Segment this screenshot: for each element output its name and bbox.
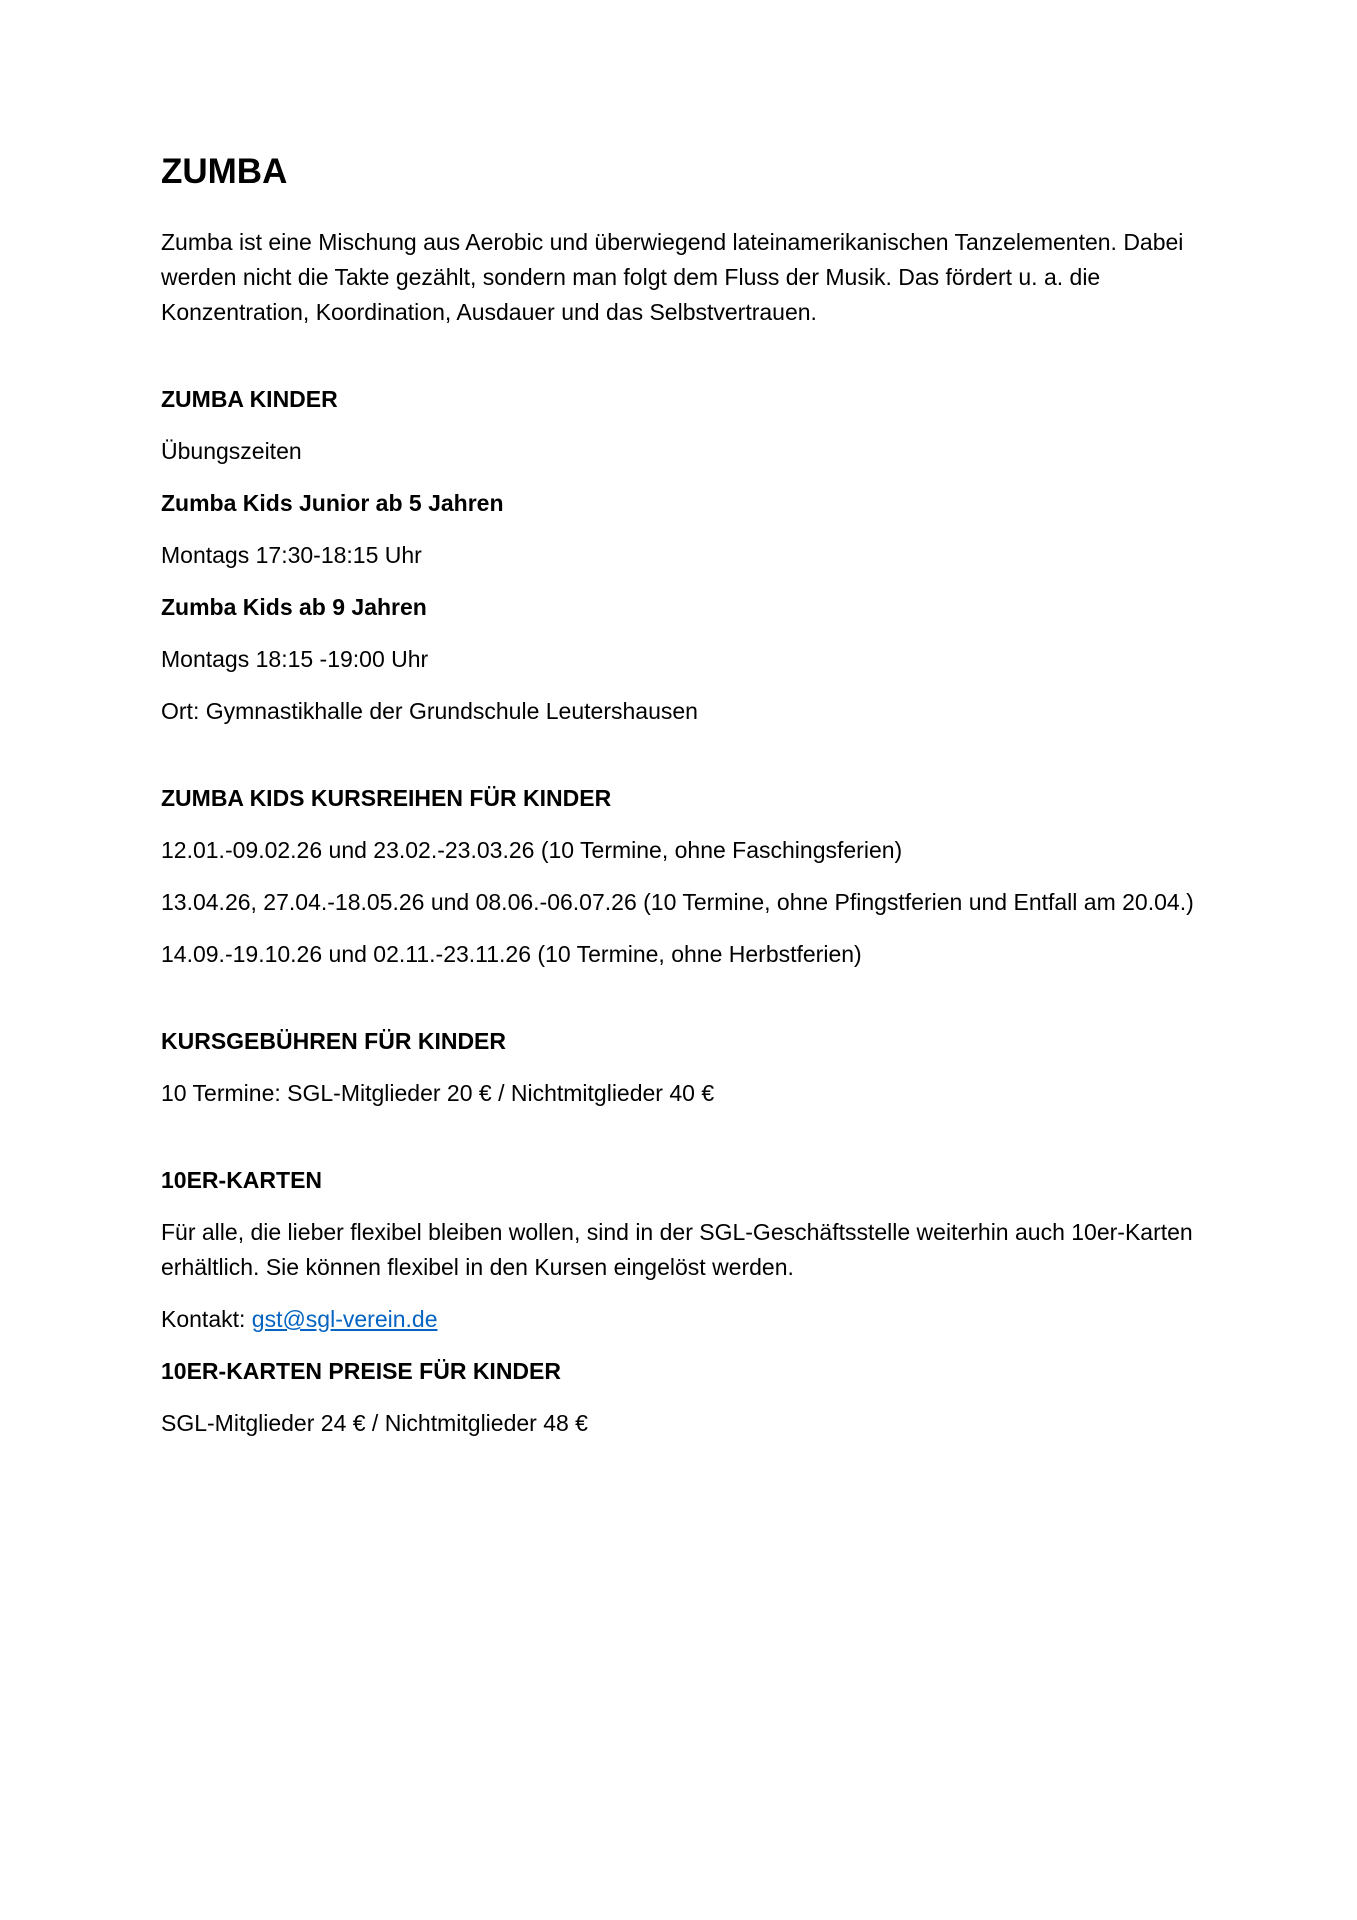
course-series-row: 14.09.-19.10.26 und 02.11.-23.11.26 (10 Termine, ohne Herbstferien): [161, 941, 862, 967]
course-name-junior: Zumba Kids Junior ab 5 Jahren: [161, 490, 504, 516]
fees-children-line: 10 Termine: SGL-Mitglieder 20 € / Nichtmitglieder 40 €: [161, 1080, 715, 1106]
section-heading-kursgebuehren: KURSGEBÜHREN FÜR KINDER: [161, 1028, 507, 1054]
page-title: ZUMBA: [161, 152, 288, 191]
10er-karten-line: Für alle, die lieber flexibel bleiben wollen, sind in der SGL-Geschäftsstelle weiterhin auch 10er-Karten: [161, 1219, 1193, 1245]
intro-line: werden nicht die Takte gezählt, sondern man folgt dem Fluss der Musik. Das fördert u. a. die: [161, 264, 1101, 290]
course-time-kids9: Montags 18:15 -19:00 Uhr: [161, 646, 429, 672]
intro-line: Zumba ist eine Mischung aus Aerobic und überwiegend lateinamerikanischen Tanzelementen. Dabei: [161, 229, 1184, 255]
section-heading-10er-preise: 10ER-KARTEN PREISE FÜR KINDER: [161, 1358, 561, 1384]
course-time-junior: Montags 17:30-18:15 Uhr: [161, 542, 422, 568]
10er-karten-line: erhältlich. Sie können flexibel in den Kursen eingelöst werden.: [161, 1254, 794, 1280]
location-line: Ort: Gymnastikhalle der Grundschule Leutershausen: [161, 698, 698, 724]
email-link[interactable]: gst@sgl-verein.de: [251, 1306, 438, 1332]
10er-karten-paragraph: [161, 1215, 1206, 1285]
contact-line: [161, 1302, 1206, 1337]
uebungszeiten-label: Übungszeiten: [161, 438, 302, 464]
contact-label: Kontakt:: [161, 1306, 252, 1332]
section-heading-zumba-kinder: ZUMBA KINDER: [161, 386, 338, 412]
section-heading-kursreihen: ZUMBA KIDS KURSREIHEN FÜR KINDER: [161, 785, 612, 811]
course-name-kids9: Zumba Kids ab 9 Jahren: [161, 594, 427, 620]
intro-line: Konzentration, Koordination, Ausdauer und das Selbstvertrauen.: [161, 299, 817, 325]
course-series-row: 13.04.26, 27.04.-18.05.26 und 08.06.-06.07.26 (10 Termine, ohne Pfingstferien und Entfall am 20.04.): [161, 889, 1194, 915]
document-page: [161, 152, 1206, 1458]
section-heading-10er-karten: 10ER-KARTEN: [161, 1167, 323, 1193]
course-series-row: 12.01.-09.02.26 und 23.02.-23.03.26 (10 Termine, ohne Faschingsferien): [161, 837, 903, 863]
intro-paragraph: [161, 225, 1206, 330]
prices-children-line: SGL-Mitglieder 24 € / Nichtmitglieder 48 €: [161, 1410, 588, 1436]
